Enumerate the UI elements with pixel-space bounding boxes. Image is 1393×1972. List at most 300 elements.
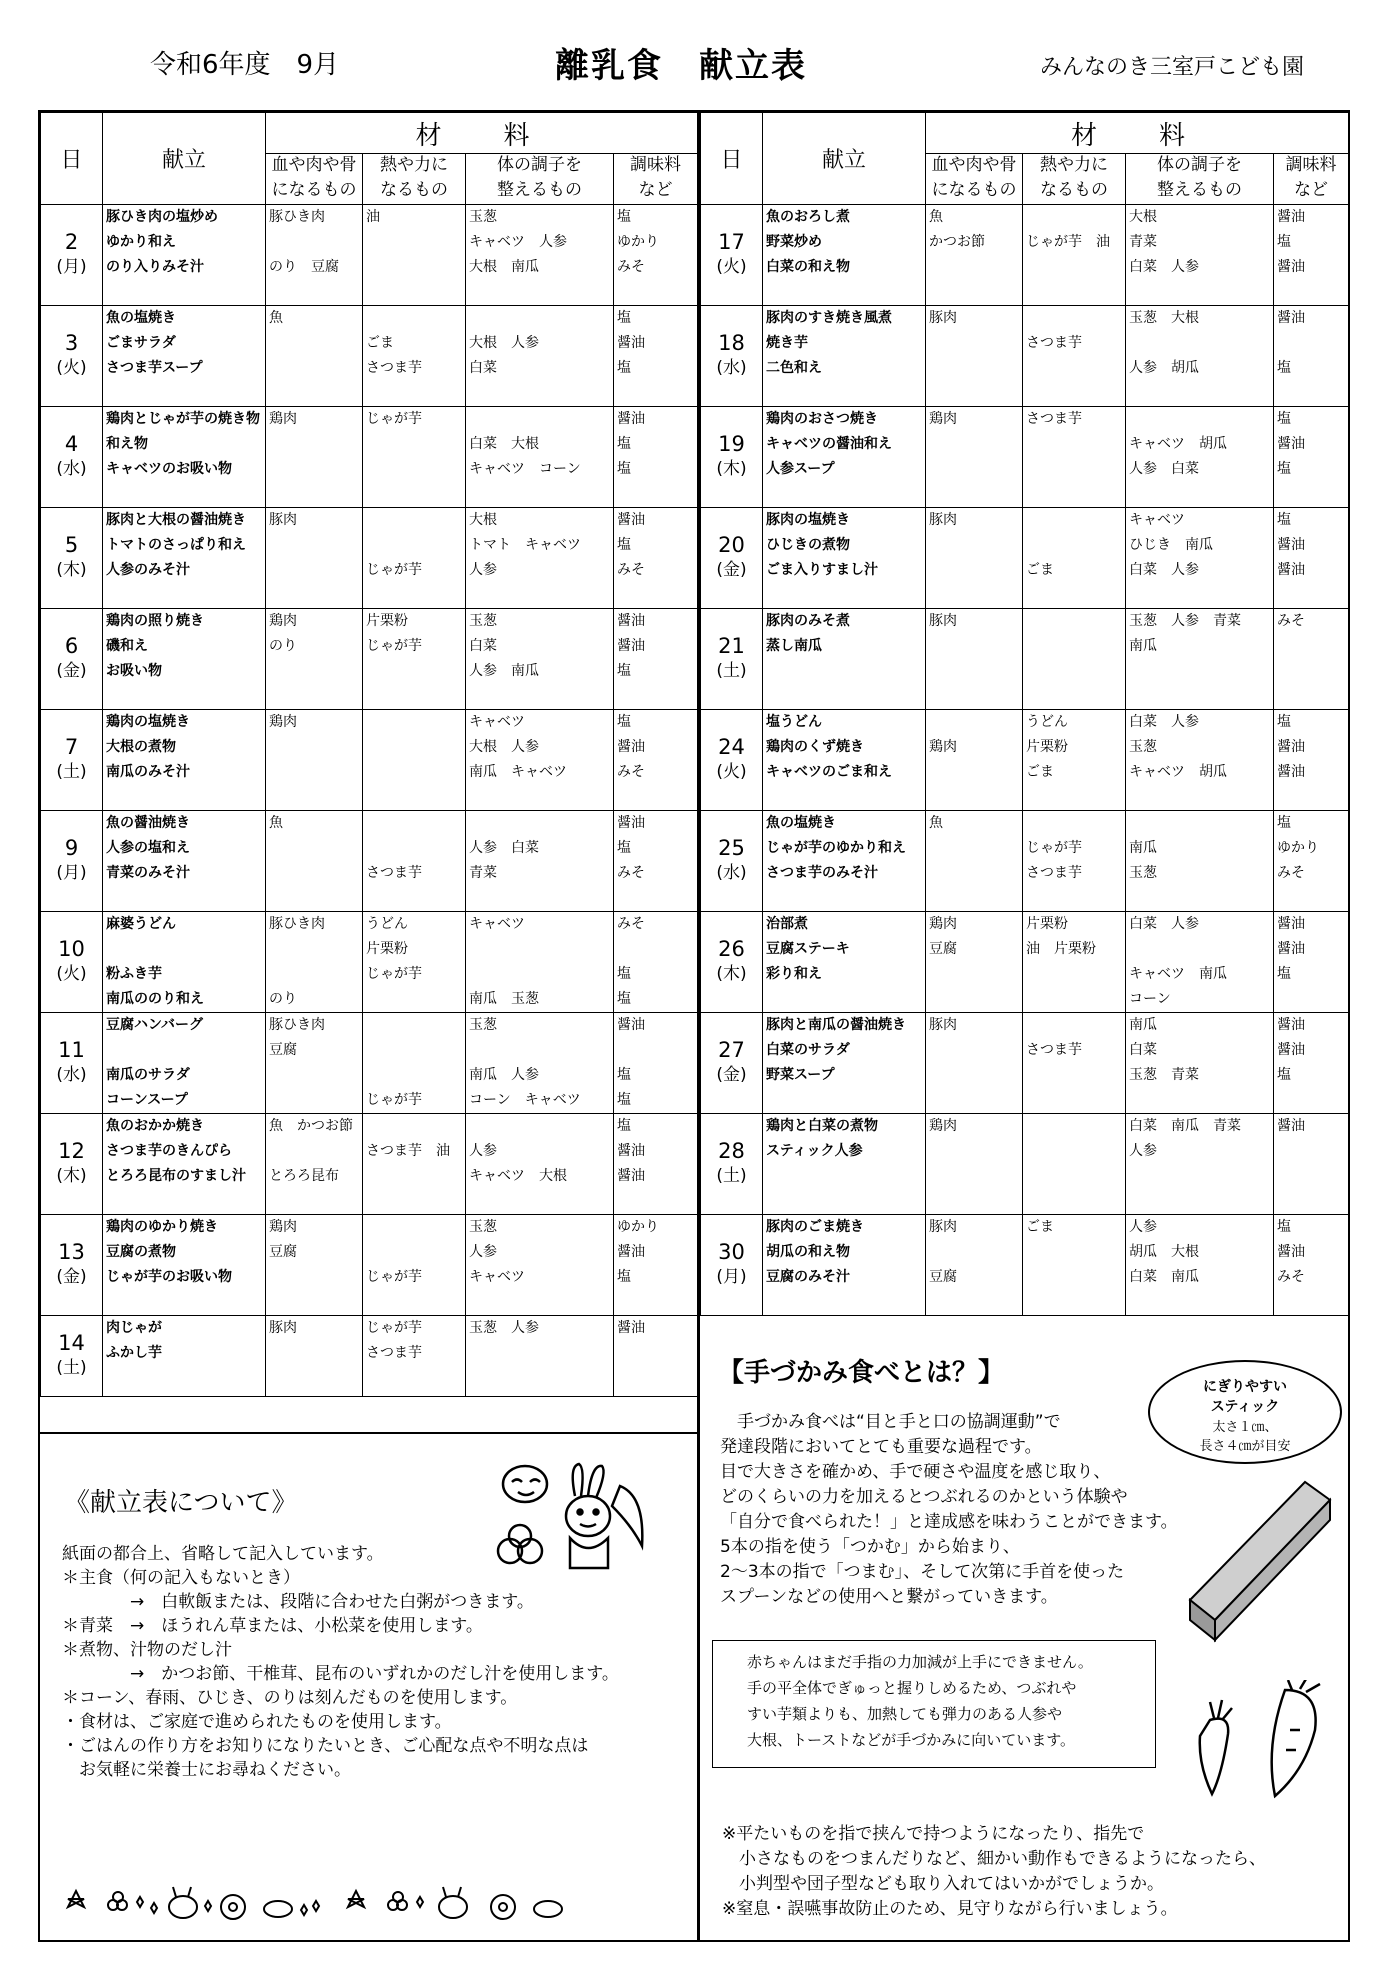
ingredient: [1026, 255, 1122, 280]
ingredient: 塩: [617, 310, 631, 326]
about-notes: [62, 1542, 619, 1782]
ingredient: 豚肉: [929, 512, 957, 528]
about-line: 紙面の都合上、省略して記入しています。: [62, 1544, 384, 1564]
dish-name: 鶏肉の照り焼き: [106, 613, 204, 629]
ingredient-cell-c: [1126, 710, 1274, 811]
ingredient: トマト キャベツ: [469, 537, 581, 553]
day-cell: [41, 1316, 103, 1397]
ingredient: みそ: [617, 562, 645, 578]
dish-name: ごま入りすまし汁: [766, 562, 878, 578]
menu-row-day-2: [41, 205, 698, 306]
ingredient: ひじき 南瓜: [1129, 537, 1213, 553]
ingredient: キャベツ 南瓜: [1129, 966, 1227, 982]
ingredient-cell-b: [363, 508, 466, 609]
header-dish: 献立: [763, 113, 926, 205]
menu-row-day-9: [41, 811, 698, 912]
ingredient: [269, 432, 359, 457]
ingredient: 塩: [1277, 966, 1291, 982]
ingredient: [469, 306, 610, 331]
dish-name: [766, 1164, 922, 1189]
day-cell: [41, 1215, 103, 1316]
menu-table-left: [40, 112, 698, 1397]
weekday: (木): [56, 1166, 87, 1186]
ingredient: 人参: [1129, 1219, 1157, 1235]
dish-name: じゃが芋のお吸い物: [106, 1269, 232, 1285]
ingredient: 南瓜: [1129, 1017, 1157, 1033]
finger-food-line: 5本の指を使う「つかむ」から始まり、: [720, 1537, 1020, 1557]
dish-name: 鶏肉のゆかり焼き: [106, 1219, 218, 1235]
ingredient-cell-a: [266, 1114, 363, 1215]
ingredient: 醤油: [1277, 259, 1305, 275]
ingredient-cell-a: [266, 710, 363, 811]
menu-row-day-12: [41, 1114, 698, 1215]
header-materials: 材 料: [266, 113, 698, 154]
ingredient: [1026, 609, 1122, 634]
ingredient-cell-c: [1126, 609, 1274, 710]
ingredient: さつま芋 油: [366, 1143, 450, 1159]
ingredient: 白菜 南瓜: [1129, 1269, 1199, 1285]
day-number: 27: [718, 1038, 745, 1062]
ingredient: [269, 558, 359, 583]
dish-name: 南瓜ののり和え: [106, 991, 204, 1007]
weekday: (月): [716, 1267, 747, 1287]
ingredient: [617, 1341, 694, 1366]
ingredient: 塩: [617, 436, 631, 452]
dish-cell: [763, 407, 926, 508]
ingredient: 醤油: [1277, 739, 1305, 755]
dish-name: 鶏肉とじゃが芋の焼き物: [106, 411, 260, 427]
ingredient-cell-e: [1274, 1215, 1349, 1316]
ingredient: みそ: [1277, 865, 1305, 881]
finger-food-line: 発達段階においてとても重要な過程です。: [720, 1437, 1042, 1457]
ingredient-cell-a: [926, 710, 1023, 811]
ingredient: 豚肉: [929, 1219, 957, 1235]
ingredient: 人参 胡瓜: [1129, 360, 1199, 376]
dish-cell: [103, 205, 266, 306]
ingredient: 醤油: [617, 1320, 645, 1336]
dish-name: 彩り和え: [766, 966, 822, 982]
stick-speech-bubble: [1148, 1360, 1342, 1464]
dish-name: [766, 659, 922, 684]
ingredient: 塩: [1277, 360, 1291, 376]
ingredient: 醤油: [1277, 537, 1305, 553]
ingredient: 鶏肉: [929, 739, 957, 755]
finger-food-title: 【手づかみ食べとは？】: [718, 1358, 1005, 1388]
ingredient: [269, 937, 359, 962]
weekday: (水): [716, 863, 747, 883]
ingredient-cell-b: [1023, 710, 1126, 811]
ingredient-cell-e: [614, 912, 698, 1013]
ingredient: [269, 230, 359, 255]
ingredient-cell-a: [266, 1316, 363, 1397]
header-energy: 熱や力に なるもの: [363, 154, 466, 205]
ingredient: [1026, 1265, 1122, 1290]
ingredient: 塩: [1277, 815, 1291, 831]
dish-cell: [103, 912, 266, 1013]
ingredient: [366, 987, 462, 1012]
ingredient: 大根 南瓜: [469, 259, 539, 275]
ingredient: ごま: [1026, 764, 1054, 780]
weekday: (火): [56, 964, 87, 984]
day-cell: [41, 609, 103, 710]
ingredient-cell-e: [1274, 205, 1349, 306]
ingredient: [469, 1341, 610, 1366]
ingredient: コーン キャベツ: [469, 1092, 581, 1108]
ingredient: [366, 1164, 462, 1189]
ingredient: みそ: [617, 865, 645, 881]
ingredient: [1026, 634, 1122, 659]
dish-name: トマトのさっぱり和え: [106, 537, 246, 553]
note-line: 赤ちゃんはまだ手指の力加減が上手にできません。: [747, 1653, 1093, 1671]
ingredient: [269, 1139, 359, 1164]
header-seasoning: 調味料 など: [1274, 154, 1349, 205]
ingredient: [269, 962, 359, 987]
ingredient: [366, 230, 462, 255]
ingredient: 白菜: [469, 638, 497, 654]
ingredient-cell-a: [926, 811, 1023, 912]
note-line: 大根、トーストなどが手づかみに向いています。: [747, 1731, 1076, 1749]
ingredient: みそ: [617, 764, 645, 780]
ingredient: 魚 かつお節: [269, 1118, 353, 1134]
weekday: (水): [56, 459, 87, 479]
weekday: (金): [716, 560, 747, 580]
dish-name: 二色和え: [766, 360, 822, 376]
ingredient: 人参: [1129, 1143, 1157, 1159]
ingredient: [1026, 962, 1122, 987]
dish-name: 鶏肉のおさつ焼き: [766, 411, 878, 427]
ingredient: 醤油: [617, 739, 645, 755]
day-number: 25: [718, 836, 745, 860]
ingredient: ゆかり: [617, 234, 659, 250]
dish-cell: [763, 205, 926, 306]
ingredient: [269, 659, 359, 684]
ingredient: [269, 760, 359, 785]
ingredient: じゃが芋: [366, 638, 422, 654]
about-title: 《献立表について》: [64, 1488, 298, 1518]
ingredient: [366, 1013, 462, 1038]
ingredient: 豆腐: [929, 941, 957, 957]
about-line: ＊煮物、汁物のだし汁: [62, 1640, 232, 1660]
ingredient: 塩: [1277, 411, 1291, 427]
ingredient: [269, 1088, 359, 1113]
dish-cell: [103, 306, 266, 407]
dish-name: 魚のおかか焼き: [106, 1118, 204, 1134]
ingredient-cell-c: [466, 1013, 614, 1114]
day-cell: [41, 1013, 103, 1114]
ingredient: みそ: [1277, 613, 1305, 629]
ingredient: [1026, 1164, 1122, 1189]
ingredient-cell-b: [363, 710, 466, 811]
ingredient-cell-a: [926, 1114, 1023, 1215]
dish-name: 南瓜のみそ汁: [106, 764, 190, 780]
menu-table-right: [700, 112, 1349, 1316]
dish-name: 人参のみそ汁: [106, 562, 190, 578]
ingredient: 豚肉: [929, 310, 957, 326]
menu-row-day-11: [41, 1013, 698, 1114]
ingredient: 玉葱: [1129, 739, 1157, 755]
ingredient: 大根: [1129, 209, 1157, 225]
about-line: → かつお節、干椎茸、昆布のいずれかのだし汁を使用します。: [62, 1664, 619, 1684]
menu-row-day-5: [41, 508, 698, 609]
ingredient: [1129, 407, 1270, 432]
ingredient-cell-e: [1274, 306, 1349, 407]
ingredient-cell-c: [466, 407, 614, 508]
dish-cell: [103, 609, 266, 710]
ingredient: [929, 861, 1019, 886]
ingredient-cell-c: [466, 710, 614, 811]
ingredient: 醤油: [617, 1168, 645, 1184]
dish-name: キャベツのごま和え: [766, 764, 892, 780]
ingredient-cell-b: [363, 912, 466, 1013]
ingredient: ごま: [1026, 1219, 1054, 1235]
dish-name: 粉ふき芋: [106, 966, 162, 982]
finger-food-line: どのくらいの力を加えるとつぶれるのかという体験や: [720, 1487, 1128, 1507]
footnote-line: 小判型や団子型なども取り入れてはいかがでしょうか。: [722, 1874, 1164, 1894]
ingredient-cell-e: [1274, 407, 1349, 508]
ingredient: [1026, 1063, 1122, 1088]
ingredient: さつま芋: [366, 360, 422, 376]
dish-name: スティック人参: [766, 1143, 863, 1159]
footnote-line: 小さなものをつまんだりなど、細かい動作もできるようになったら、: [722, 1849, 1266, 1869]
ingredient: 大根 人参: [469, 739, 539, 755]
dish-name: 豆腐ステーキ: [766, 941, 850, 957]
carrot-illustration-icon: [1190, 1680, 1340, 1800]
ingredient: 醤油: [1277, 562, 1305, 578]
ingredient: [269, 1265, 359, 1290]
ingredient-cell-b: [1023, 1114, 1126, 1215]
ingredient: [929, 962, 1019, 987]
ingredient-cell-a: [926, 306, 1023, 407]
ingredient-cell-c: [1126, 508, 1274, 609]
ingredient: [1026, 205, 1122, 230]
day-number: 21: [718, 634, 745, 658]
day-number: 24: [718, 735, 745, 759]
ingredient: 片栗粉: [366, 613, 408, 629]
ingredient: 豚肉: [929, 1017, 957, 1033]
day-cell: [701, 912, 763, 1013]
about-line: ＊コーン、春雨、ひじき、のりは刻んだものを使用します。: [62, 1688, 518, 1708]
dish-name: [106, 937, 262, 962]
ingredient: じゃが芋: [366, 1269, 422, 1285]
header-protein: 血や肉や骨 になるもの: [266, 154, 363, 205]
day-cell: [701, 306, 763, 407]
ingredient-cell-c: [466, 912, 614, 1013]
ingredient-cell-a: [266, 811, 363, 912]
menu-row-day-7: [41, 710, 698, 811]
ingredient-cell-a: [266, 407, 363, 508]
ingredient: [1026, 659, 1122, 684]
ingredient: 塩: [1277, 234, 1291, 250]
ingredient: 鶏肉: [269, 613, 297, 629]
ingredient: [366, 432, 462, 457]
ingredient: [1026, 306, 1122, 331]
dish-cell: [103, 508, 266, 609]
ingredient-cell-c: [466, 1114, 614, 1215]
ingredient-cell-e: [614, 508, 698, 609]
about-section: [40, 1432, 697, 1942]
ingredient: [929, 987, 1019, 1012]
ingredient: 醤油: [1277, 310, 1305, 326]
header-vegetable: 体の調子を 整えるもの: [466, 154, 614, 205]
ingredient: 人参 白菜: [1129, 461, 1199, 477]
menu-row-day-25: [701, 811, 1349, 912]
finger-food-footnote: [722, 1822, 1266, 1922]
note-line: すい芋類よりも、加熱しても弾力のある人参や: [747, 1705, 1063, 1723]
ingredient-cell-c: [466, 609, 614, 710]
weekday: (月): [56, 257, 87, 277]
menu-row-day-18: [701, 306, 1349, 407]
ingredient: [1129, 811, 1270, 836]
ingredient-cell-e: [1274, 912, 1349, 1013]
ingredient: のり: [269, 991, 297, 1007]
ingredient: 玉葱: [469, 1219, 497, 1235]
ingredient-cell-e: [1274, 710, 1349, 811]
ingredient-cell-a: [266, 609, 363, 710]
ingredient-cell-e: [614, 1215, 698, 1316]
ingredient: 醤油: [1277, 1017, 1305, 1033]
ingredient: 醤油: [1277, 916, 1305, 932]
dish-name: 白菜のサラダ: [766, 1042, 850, 1058]
ingredient: 塩: [617, 991, 631, 1007]
ingredient: [366, 1038, 462, 1063]
dish-name: 治部煮: [766, 916, 808, 932]
ingredient: 醤油: [617, 512, 645, 528]
page-title: 離乳食 献立表: [555, 46, 807, 86]
day-number: 30: [718, 1240, 745, 1264]
weekday: (木): [716, 964, 747, 984]
ingredient: 醤油: [617, 1017, 645, 1033]
ingredient-cell-e: [614, 1114, 698, 1215]
ingredient-cell-b: [1023, 811, 1126, 912]
ingredient-cell-a: [926, 609, 1023, 710]
dish-cell: [103, 1215, 266, 1316]
ingredient: 塩: [617, 1067, 631, 1083]
menu-row-day-19: [701, 407, 1349, 508]
ingredient: のり: [269, 638, 297, 654]
ingredient-cell-c: [466, 1215, 614, 1316]
ingredient: [269, 861, 359, 886]
ingredient-cell-b: [363, 1215, 466, 1316]
dish-name: 焼き芋: [766, 335, 808, 351]
ingredient-cell-a: [266, 508, 363, 609]
dish-name: 蒸し南瓜: [766, 638, 822, 654]
ingredient: ゆかり: [1277, 840, 1319, 856]
day-number: 6: [64, 634, 79, 658]
dish-name: とろろ昆布のすまし汁: [106, 1168, 246, 1184]
ingredient: 玉葱: [469, 209, 497, 225]
ingredient: 人参: [469, 562, 497, 578]
dish-name: 豚肉と大根の醤油焼き: [106, 512, 246, 528]
ingredient: [929, 558, 1019, 583]
day-number: 28: [718, 1139, 745, 1163]
ingredient: 玉葱 人参 青菜: [1129, 613, 1241, 629]
day-cell: [41, 710, 103, 811]
ingredient: [929, 836, 1019, 861]
ingredient: 塩: [1277, 1219, 1291, 1235]
ingredient: 油 片栗粉: [1026, 941, 1096, 957]
ingredient: 片栗粉: [1026, 916, 1068, 932]
ingredient: 醤油: [617, 815, 645, 831]
ingredient: [366, 760, 462, 785]
weekday: (土): [716, 661, 747, 681]
dish-name: 魚の塩焼き: [106, 310, 176, 326]
ingredient: キャベツ: [469, 1269, 525, 1285]
day-number: 26: [718, 937, 745, 961]
ingredient: 豚ひき肉: [269, 1017, 325, 1033]
ingredient: キャベツ 胡瓜: [1129, 764, 1227, 780]
day-cell: [701, 205, 763, 306]
ingredient-cell-e: [1274, 609, 1349, 710]
dish-name: 魚の塩焼き: [766, 815, 836, 831]
dish-name: 鶏肉と白菜の煮物: [766, 1118, 878, 1134]
ingredient: [1129, 331, 1270, 356]
bubble-line-4: 長さ４㎝が目安: [1199, 1439, 1291, 1454]
ingredient: キャベツ コーン: [469, 461, 581, 477]
ingredient-cell-c: [466, 306, 614, 407]
ingredient-cell-a: [266, 205, 363, 306]
ingredient: [1026, 1013, 1122, 1038]
ingredient: [366, 659, 462, 684]
ingredient: 豆腐: [929, 1269, 957, 1285]
ingredient: 塩: [1277, 714, 1291, 730]
finger-food-line: 手づかみ食べは“目と手と口の協調運動”で: [720, 1412, 1061, 1432]
ingredient: 豚ひき肉: [269, 209, 325, 225]
dish-cell: [103, 1013, 266, 1114]
ingredient-cell-b: [363, 1316, 466, 1397]
ingredient: [366, 255, 462, 280]
ingredient: 白菜: [469, 360, 497, 376]
ingredient-cell-c: [466, 811, 614, 912]
ingredient: [929, 533, 1019, 558]
ingredient: 醤油: [1277, 1244, 1305, 1260]
header-dish: 献立: [103, 113, 266, 205]
day-cell: [701, 1114, 763, 1215]
dish-cell: [103, 1316, 266, 1397]
ingredient: [366, 836, 462, 861]
weekday: (水): [716, 358, 747, 378]
dish-name: [766, 987, 922, 1012]
ingredient: 南瓜: [1129, 840, 1157, 856]
ingredient-cell-e: [614, 1316, 698, 1397]
ingredient: 醤油: [1277, 764, 1305, 780]
dish-name: 野菜炒め: [766, 234, 822, 250]
ingredient: 白菜 人参: [1129, 259, 1199, 275]
ingredient: [469, 1038, 610, 1063]
ingredient: 塩: [617, 1269, 631, 1285]
ingredient-cell-c: [1126, 912, 1274, 1013]
ingredient: [929, 659, 1019, 684]
ingredient: 人参: [469, 1143, 497, 1159]
header-energy: 熱や力に なるもの: [1023, 154, 1126, 205]
ingredient: [929, 1240, 1019, 1265]
menu-row-day-30: [701, 1215, 1349, 1316]
ingredient-cell-e: [614, 1013, 698, 1114]
header-vegetable: 体の調子を 整えるもの: [1126, 154, 1274, 205]
dish-name: 白菜の和え物: [766, 259, 850, 275]
dish-name: コーンスープ: [106, 1092, 188, 1108]
ingredient: 塩: [1277, 512, 1291, 528]
ingredient: さつま芋: [1026, 335, 1082, 351]
dish-cell: [103, 811, 266, 912]
ingredient: [929, 710, 1019, 735]
about-line: お気軽に栄養士にお尋ねください。: [62, 1760, 351, 1780]
ingredient-cell-e: [614, 710, 698, 811]
ingredient: さつま芋: [366, 865, 422, 881]
ingredient: じゃが芋: [366, 1092, 422, 1108]
about-line: ＊主食（何の記入もないとき）: [62, 1568, 300, 1588]
ingredient: 大根 人参: [469, 335, 539, 351]
ingredient: 魚: [269, 815, 283, 831]
